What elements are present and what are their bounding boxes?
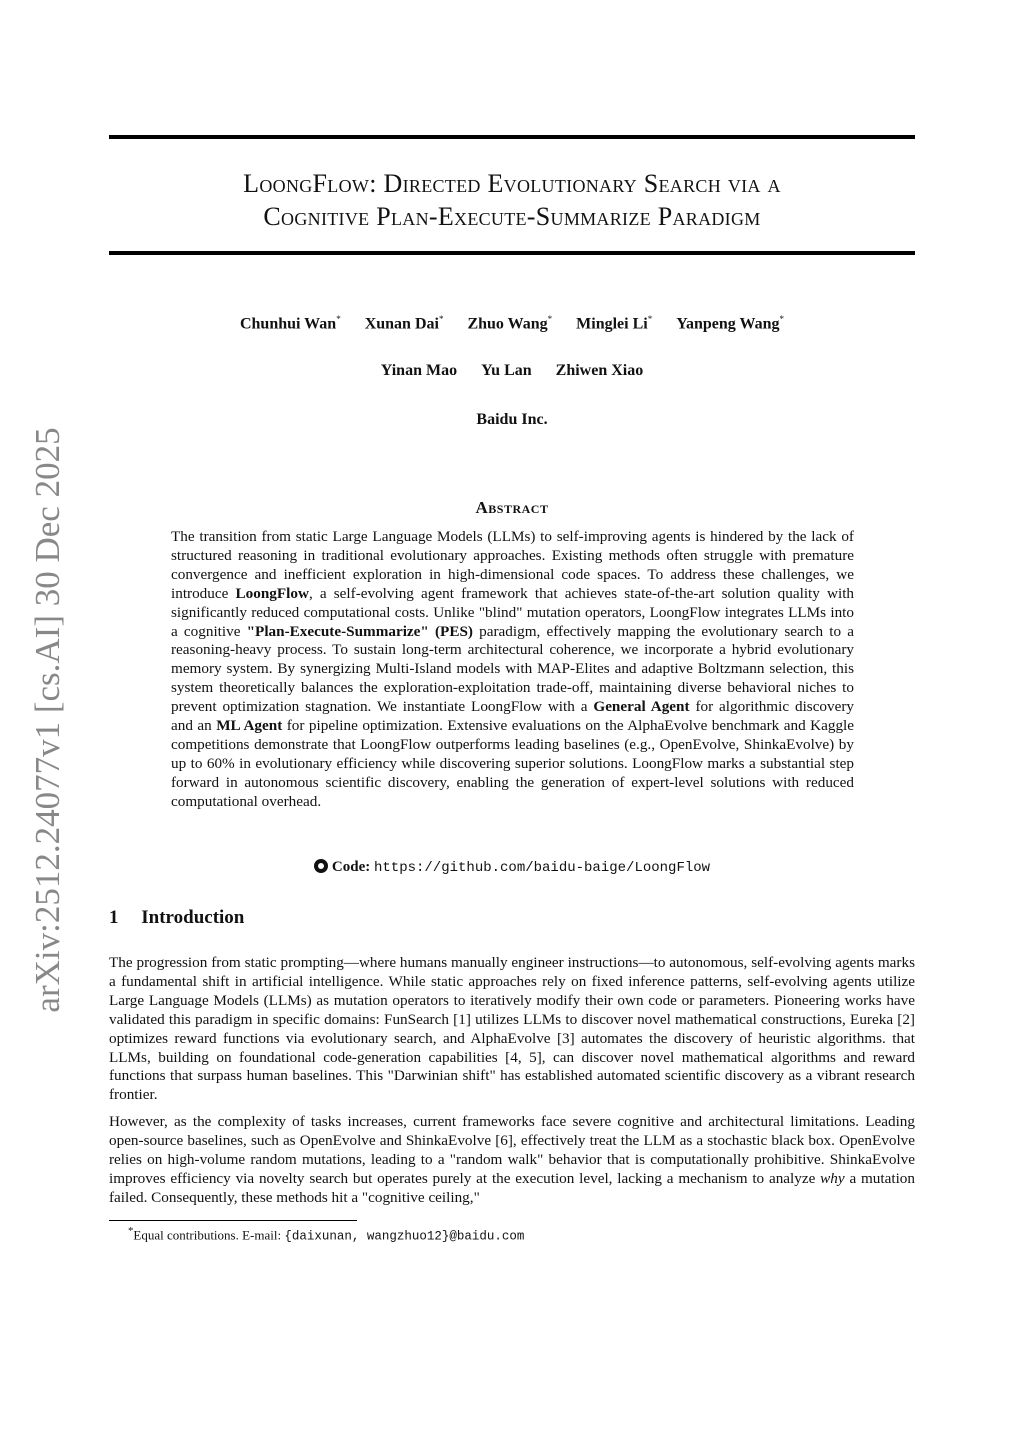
author-name: Zhiwen Xiao [555, 362, 644, 379]
footnote-rule [109, 1220, 357, 1221]
highlight-loongflow: LoongFlow [235, 584, 309, 602]
highlight-ml-agent: ML Agent [216, 717, 283, 735]
footnote-email: {daixunan, wangzhuo12}@baidu.com [284, 1229, 525, 1244]
highlight-pes: "Plan-Execute-Summarize" (PES) [246, 622, 473, 640]
abstract-text: The transition from static Large Language Models (LLMs) to self-improving agents is hindered by the lack of structured reasoning in traditional evolutionary approaches. Existing methods often struggle with premature convergence and inefficient exploration in high-dimensional code spaces. To address these challenges, we introduce LoongFlow, a self-evolving agent framework that achieves state-of-the-art solution quality with significantly reduced computational costs. Unlike "blind" mutation operators, LoongFlow integrates LLMs into a cognitive "Plan-Execute-Summarize" (PES) paradigm, effectively mapping the evolutionary search to a reasoning-heavy process. To sustain long-term architectural coherence, we incorporate a hybrid evolutionary memory system. By synergizing Multi-Island models with MAP-Elites and adaptive Boltzmann selection, this system theoretically balances the exploration-exploitation trade-off, maintaining diverse behavioral niches to prevent optimization stagnation. We instantiate LoongFlow with a General Agent for algorithmic discovery and an ML Agent for pipeline optimization. Extensive evaluations on the AlphaEvolve benchmark and Kaggle competitions demonstrate that LoongFlow outperforms leading baselines (e.g., OpenEvolve, ShinkaEvolve) by up to 60% in evolutionary efficiency while discovering superior solutions. LoongFlow marks a substantial step forward in autonomous scientific discovery, enabling the generation of expert-level solutions with reduced computational overhead. [171, 528, 855, 810]
paper-title [109, 167, 915, 233]
section-number: 1 [109, 907, 119, 928]
code-repo-link[interactable]: https://github.com/baidu-baige/LoongFlow [374, 860, 711, 876]
author-name: Xunan Dai* [364, 314, 444, 333]
section-title: Introduction [141, 907, 245, 928]
title-top-rule [109, 135, 915, 139]
title-line-1: LoongFlow: Directed Evolutionary Search via a [243, 169, 781, 198]
title-bottom-rule [109, 251, 915, 255]
author-name: Yanpeng Wang* [676, 314, 785, 333]
footnote: *Equal contributions. E-mail: {daixunan, wangzhuo12}@baidu.com [128, 1225, 525, 1244]
author-name: Yinan Mao [380, 362, 458, 379]
author-row-2 [109, 362, 915, 380]
author-name: Chunhui Wan* [239, 314, 341, 333]
abstract-heading: Abstract [475, 498, 549, 517]
code-label: Code: [331, 859, 371, 875]
github-icon [314, 859, 328, 873]
arxiv-sidebar-stamp: arXiv:2512.24077v1 [cs.AI] 30 Dec 2025 [28, 427, 67, 1013]
highlight-general-agent: General Agent [593, 698, 690, 716]
section-heading-introduction [109, 907, 244, 929]
title-line-2: Cognitive Plan-Execute-Summarize Paradigm [263, 202, 761, 231]
intro-paragraph-1: The progression from static prompting—where humans manually engineer instructions—to autonomous, self-evolving agents marks a fundamental shift in artificial intelligence. While static approaches rely on fixed inference patterns, self-evolving agents utilize Large Language Models (LLMs) as mutation operators to iteratively modify their own code or parameters. Pioneering works have validated this paradigm in specific domains: FunSearch [1] utilizes LLMs to discover novel mathematical constructions, Eureka [2] optimizes reward functions via evolutionary search, and AlphaEvolve [3] automates the discovery of heuristic algorithms. that LLMs, building on foundational code-generation capabilities [4, 5], can discover novel mathematical algorithms and reward functions that surpass human baselines. This "Darwinian shift" has established automated scientific discovery as a vibrant research frontier. [109, 954, 915, 1104]
author-name: Zhuo Wang* [467, 314, 553, 333]
code-link-line [109, 859, 915, 876]
author-name: Yu Lan [481, 362, 532, 379]
affiliation: Baidu Inc. [476, 411, 548, 428]
author-name: Minglei Li* [576, 314, 653, 333]
author-row-1 [109, 314, 915, 333]
intro-paragraph-2: However, as the complexity of tasks increases, current frameworks face severe cognitive and architectural limitations. Leading open-source baselines, such as OpenEvolve and ShinkaEvolve [6], effectively treat the LLM as a stochastic black box. OpenEvolve relies on high-volume random mutations, leading to a "random walk" behavior that is computationally prohibitive. ShinkaEvolve improves efficiency via novelty search but operates purely at the execution level, lacking a mechanism to analyze why a mutation failed. Consequently, these methods hit a "cognitive ceiling," [109, 1113, 915, 1206]
